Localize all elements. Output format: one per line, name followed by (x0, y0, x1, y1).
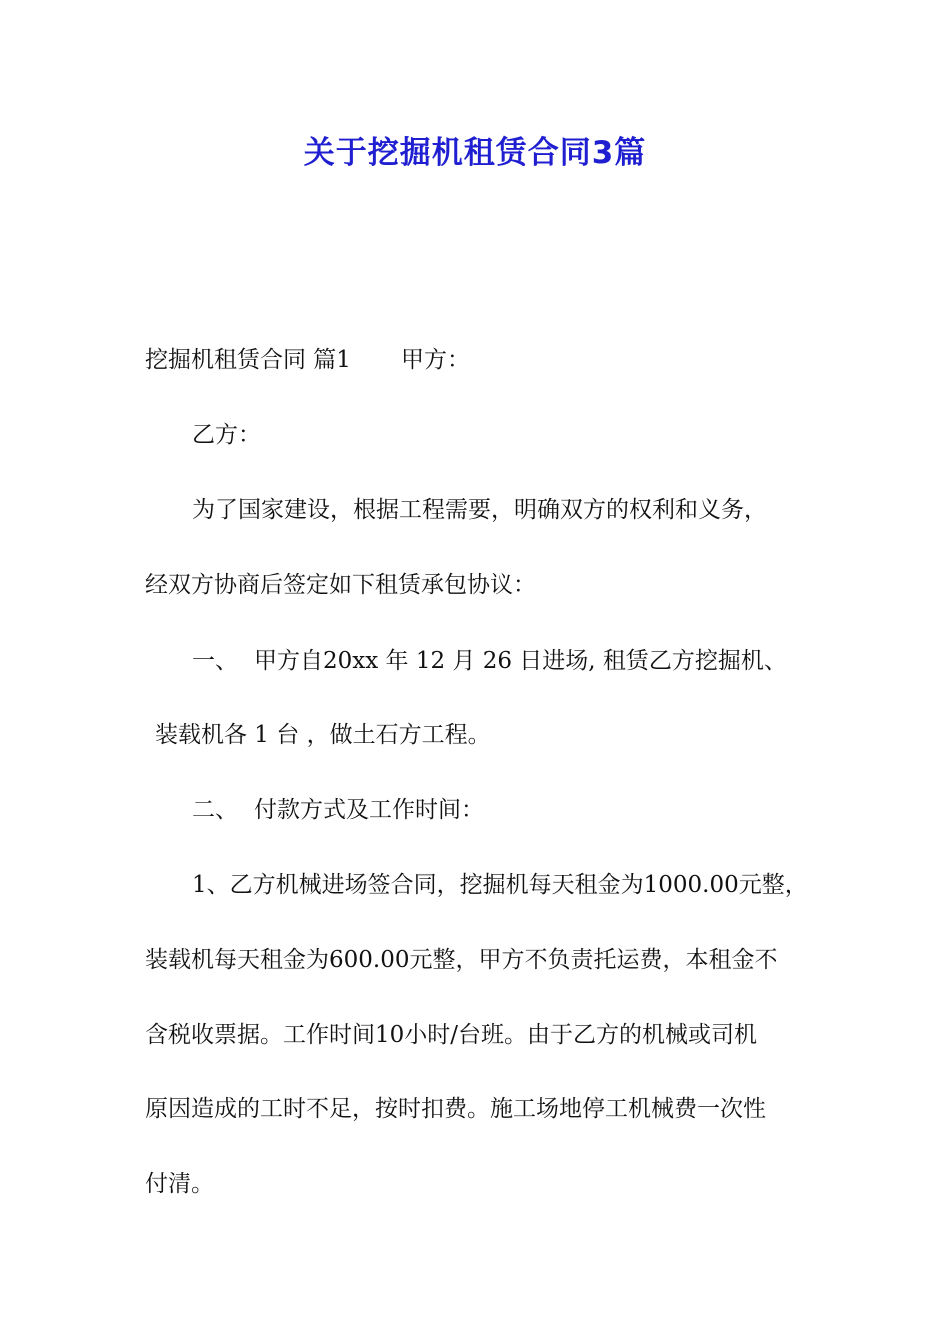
payment-line-2: 装载机每天租金为600.00元整，甲方不负责托运费，本租金不 (145, 947, 778, 973)
payment-line-1: 1、乙方机械进场签合同，挖掘机每天租金为1000.00元整， (192, 872, 808, 898)
party-b-label: 乙方： (192, 422, 261, 448)
contract-heading-line (145, 344, 470, 376)
party-a-label: 甲方： (400, 347, 470, 373)
item-two-number: 二、 (192, 797, 238, 823)
item-one-number: 一、 (192, 648, 238, 674)
item-one-text: 甲方自20xx 年 12 月 26 日进场, 租赁乙方挖掘机、 (254, 648, 787, 674)
item-two-text: 付款方式及工作时间： (254, 797, 484, 823)
intro-line-2: 经双方协商后签定如下租赁承包协议： (145, 572, 536, 598)
contract-heading: 挖掘机租赁合同 篇1 (145, 347, 351, 373)
item-two-line (192, 794, 484, 826)
item-one-line (192, 645, 787, 677)
payment-line-5: 付清。 (145, 1171, 214, 1197)
intro-line-1: 为了国家建设，根据工程需要，明确双方的权利和义务， (192, 497, 767, 523)
payment-line-4: 原因造成的工时不足，按时扣费。施工场地停工机械费一次性 (145, 1096, 766, 1122)
item-one-continuation: 装载机各 1 台 ，做土石方工程。 (155, 722, 491, 748)
document-title: 关于挖掘机租赁合同3篇 (303, 135, 647, 171)
payment-line-3: 含税收票据。工作时间10小时/台班。由于乙方的机械或司机 (145, 1022, 758, 1048)
